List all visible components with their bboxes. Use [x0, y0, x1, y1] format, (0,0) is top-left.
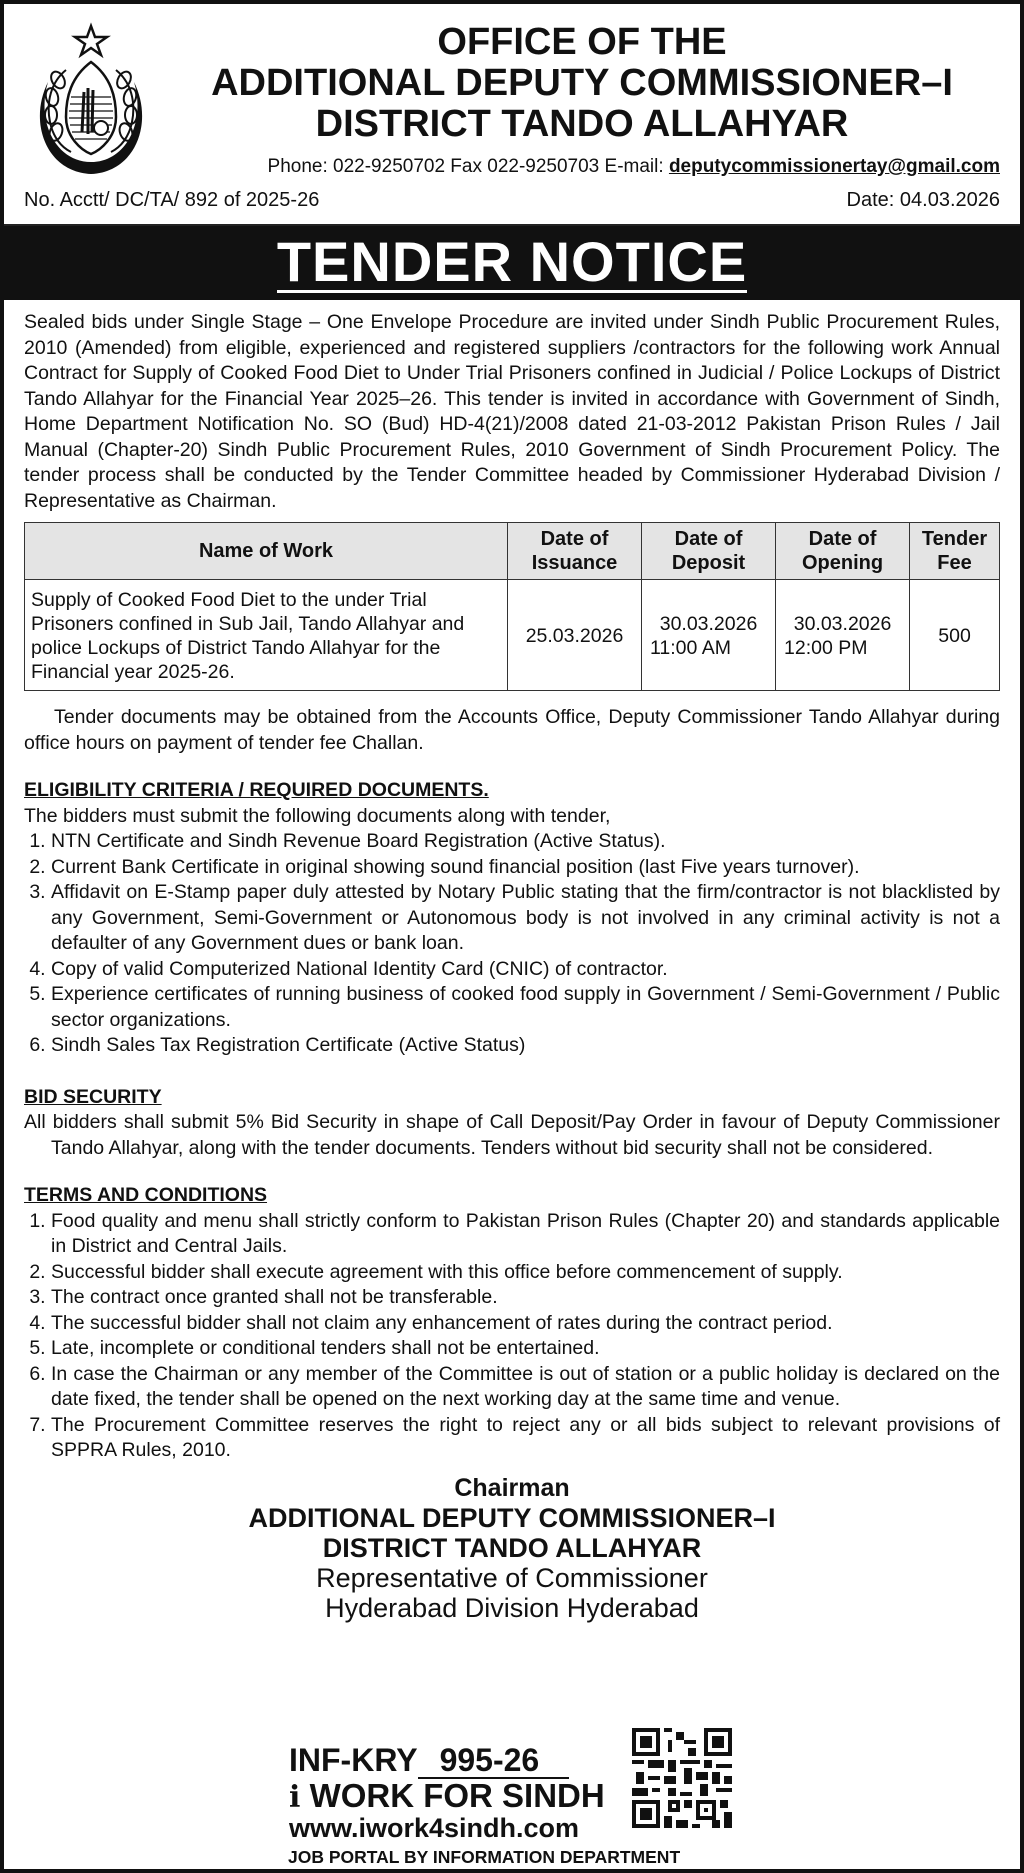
bid-security-text: All bidders shall submit 5% Bid Security in shape of Call Deposit/Pay Order in favour of Deputy Commissioner Tando Allahyar, along with the tender documents. Tenders without bid security shall not be considered. — [24, 1111, 1000, 1159]
signatory-role: Chairman — [454, 1473, 570, 1502]
phone-fax-text: Phone: 022-9250702 Fax 022-9250703 E-mail: — [267, 156, 669, 177]
list-item: 2. Current Bank Certificate in original showing sound financial position (last Five years turnover). — [51, 855, 1000, 881]
inf-code — [289, 1742, 569, 1779]
deposit-cell — [642, 580, 776, 691]
eligibility-heading: ELIGIBILITY CRITERIA / REQUIRED DOCUMENTS. — [24, 779, 489, 801]
iwork-for-sindh — [289, 1778, 605, 1816]
title-line-2: ADDITIONAL DEPUTY COMMISSIONER–I — [211, 62, 953, 104]
col-date-of-issuance — [508, 523, 642, 580]
issuance-date-cell: 25.03.2026 — [508, 580, 642, 691]
list-item: 5. Late, incomplete or conditional tenders shall not be entertained. — [51, 1336, 1000, 1362]
contact-line — [268, 156, 1000, 178]
list-item: 6. Sindh Sales Tax Registration Certificate (Active Status) — [51, 1033, 1000, 1059]
col-date-of-opening — [776, 523, 910, 580]
signatory-office: ADDITIONAL DEPUTY COMMISSIONER–I — [248, 1502, 776, 1533]
iwork-text: WORK FOR SINDH — [309, 1777, 605, 1814]
opening-date: 30.03.2026 — [793, 613, 892, 635]
col-name-of-work — [25, 523, 508, 580]
iwork-logo-icon: i — [289, 1780, 301, 1815]
representative-line-2: Hyderabad Division Hyderabad — [325, 1592, 699, 1623]
terms-list — [24, 1209, 1000, 1464]
header-label: Opening — [801, 552, 884, 574]
notice-body — [4, 300, 1020, 1623]
list-item: 5. Experience certificates of running business of cooked food supply in Government / Semi-Government / Public sector organizations. — [51, 982, 1000, 1033]
signatory-district: DISTRICT TANDO ALLAHYAR — [322, 1532, 702, 1563]
list-item: 4. The successful bidder shall not claim any enhancement of rates during the contract period. — [51, 1311, 1000, 1337]
portal-caption: JOB PORTAL BY INFORMATION DEPARTMENT — [288, 1847, 681, 1867]
inf-number: 995-26 — [418, 1743, 570, 1779]
notice-date: Date: 04.03.2026 — [846, 189, 1000, 211]
documents-paragraph: Tender documents may be obtained from the Accounts Office, Deputy Commissioner Tando Allahyar during office hours on payment of tender fee Challan. — [24, 706, 1000, 754]
qr-code-icon[interactable] — [632, 1728, 732, 1828]
opening-cell — [776, 580, 910, 691]
reference-number: No. Acctt/ DC/TA/ 892 of 2025-26 — [24, 189, 320, 211]
sindh-government-emblem-icon — [26, 22, 156, 182]
fee-cell: 500 — [910, 580, 1000, 691]
banner-title: TENDER NOTICE — [276, 229, 748, 293]
tender-notice-banner — [4, 226, 1020, 300]
header-label: Issuance — [531, 552, 618, 574]
deposit-date: 30.03.2026 — [659, 613, 758, 635]
list-item: 7. The Procurement Committee reserves the right to reject any or all bids subject to relevant provisions of SPPRA Rules, 2010. — [51, 1413, 1000, 1464]
list-item: 2. Successful bidder shall execute agreement with this office before commencement of supply. — [51, 1260, 1000, 1286]
intro-paragraph: Sealed bids under Single Stage – One Envelope Procedure are invited under Sindh Public Procurement Rules, 2010 (Amended) from eligible, experienced and registered suppliers /contractors for the following work Annual Contract for Supply of Cooked Food Diet to Under Trial Prisoners confined in Judicial / Police Lockups of District Tando Allahyar for the Financial Year 2025–26. This tender is invited in accordance with Government of Sindh, Home Department Notification No. SO (Bud) HD-4(21)/2008 dated 21-03-2012 Pakistan Prison Rules / Jail Manual (Chapter-20) Sindh Public Procurement Rules, 2010 Government of Sindh Procurement Policy. The tender process shall be conducted by the Tender Committee headed by Commissioner Hyderabad Division / Representative as Chairman. — [24, 311, 1000, 512]
website-link[interactable]: www.iwork4sindh.com — [289, 1813, 580, 1843]
table-row — [25, 580, 1000, 691]
bid-security-heading: BID SECURITY — [24, 1085, 162, 1108]
eligibility-list — [24, 829, 1000, 1059]
title-line-1: OFFICE OF THE — [437, 21, 727, 63]
header-label: Fee — [937, 552, 972, 574]
deposit-time: 11:00 AM — [650, 637, 731, 659]
list-item: 1. NTN Certificate and Sindh Revenue Board Registration (Active Status). — [51, 829, 1000, 855]
list-item: 3. The contract once granted shall not be transferable. — [51, 1285, 1000, 1311]
list-item: 6. In case the Chairman or any member of the Committee is out of station or a public holiday is declared on the date fixed, the tender shall be opened on the next working day at the same time and venue. — [51, 1362, 1000, 1413]
header-label: Tender — [921, 528, 988, 550]
header-label: Date of — [674, 528, 743, 550]
office-title — [164, 22, 1000, 145]
representative-line-1: Representative of Commissioner — [316, 1562, 708, 1593]
table-header-row — [25, 523, 1000, 580]
header-label: Date of — [540, 528, 609, 550]
inf-prefix: INF-KRY — [289, 1742, 418, 1778]
email-link[interactable]: deputycommissionertay@gmail.com — [668, 156, 1000, 177]
terms-heading: TERMS AND CONDITIONS — [24, 1184, 268, 1206]
opening-time: 12:00 PM — [784, 637, 868, 659]
eligibility-lead: The bidders must submit the following documents along with tender, — [24, 804, 611, 827]
list-item: 3. Affidavit on E-Stamp paper duly attested by Notary Public stating that the firm/contractor is not blacklisted by any Government, Semi-Government or Autonomous body is not involved in any criminal activity is not a defaulter of any Government dues or bank loan. — [51, 880, 1000, 957]
list-item: 4. Copy of valid Computerized National Identity Card (CNIC) of contractor. — [51, 957, 1000, 983]
header-label: Date of — [808, 528, 877, 550]
works-table — [24, 522, 1000, 691]
work-name-cell: Supply of Cooked Food Diet to the under Trial Prisoners confined in Sub Jail, Tando Allahyar and police Lockups of District Tando Allahyar for the Financial year 2025-26. — [25, 580, 508, 691]
letterhead — [4, 4, 1020, 226]
signature-block — [24, 1474, 1000, 1623]
col-tender-fee — [910, 523, 1000, 580]
title-line-3: DISTRICT TANDO ALLAHYAR — [315, 103, 849, 145]
list-item: 1. Food quality and menu shall strictly conform to Pakistan Prison Rules (Chapter 20) and standards applicable in District and Central Jails. — [51, 1209, 1000, 1260]
iwork-footer — [289, 1742, 759, 1872]
header-label: Name of Work — [198, 540, 334, 562]
col-date-of-deposit — [642, 523, 776, 580]
header-label: Deposit — [671, 552, 746, 574]
